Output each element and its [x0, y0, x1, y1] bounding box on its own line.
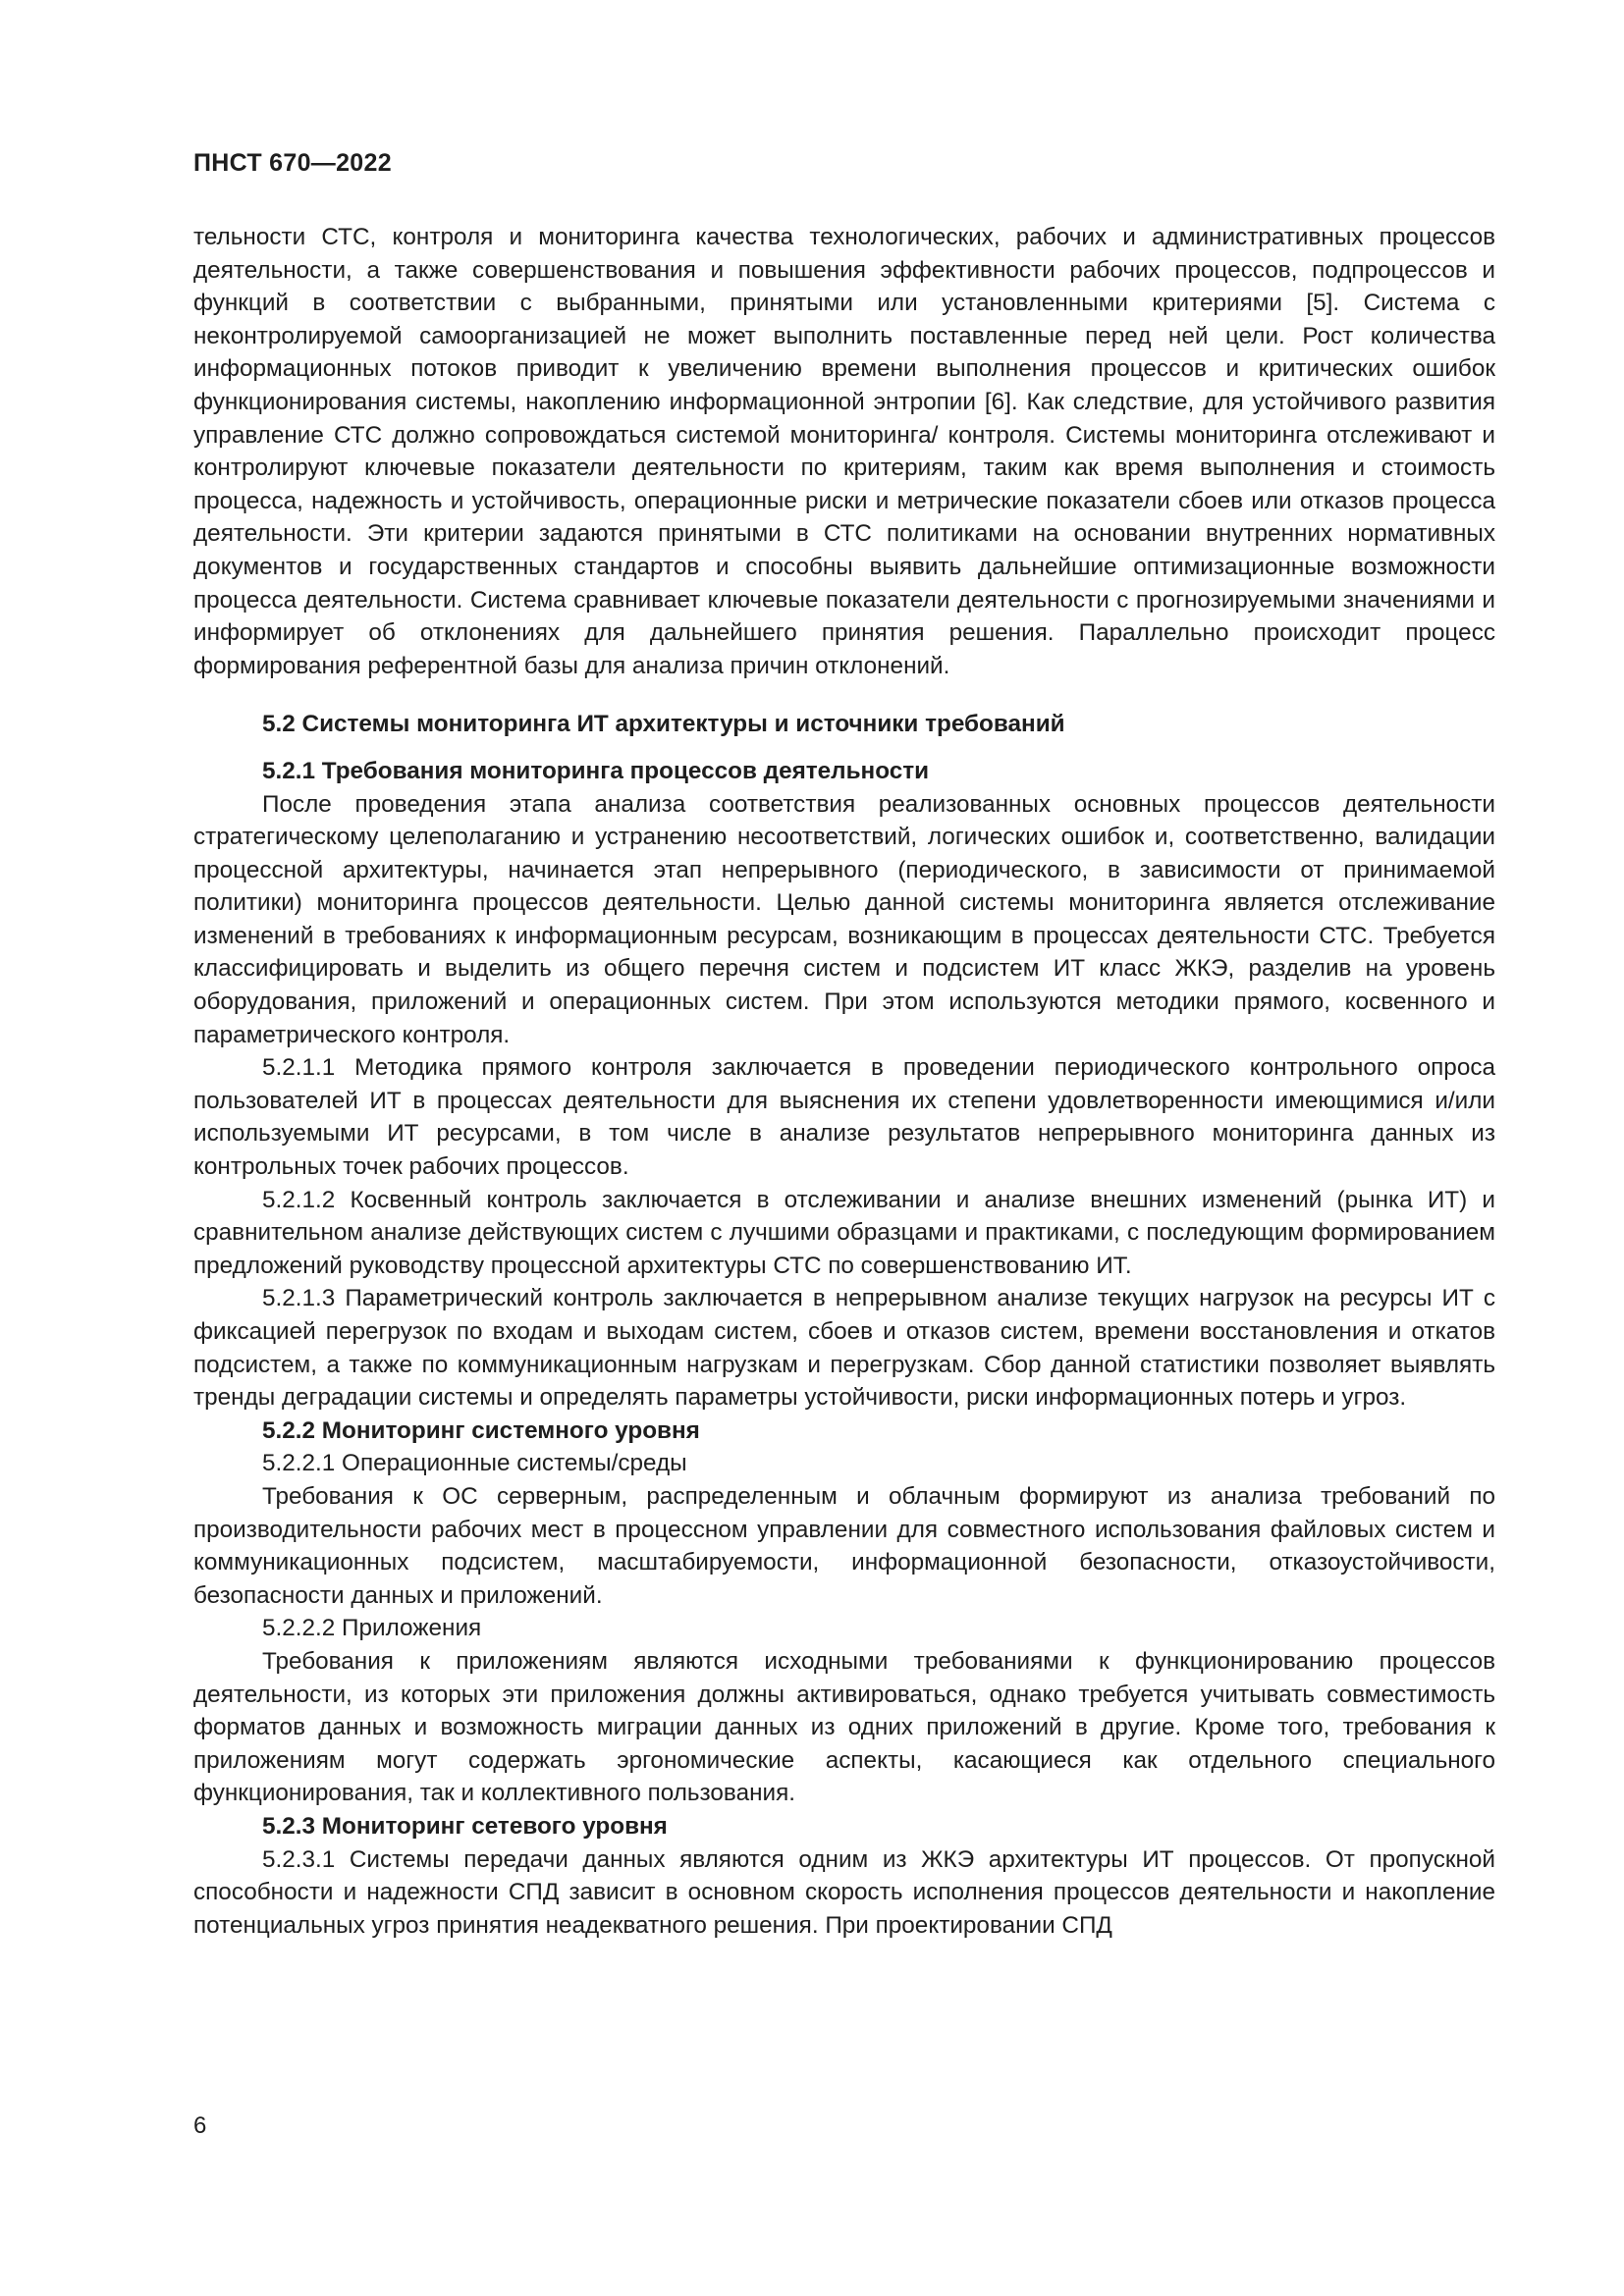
paragraph-5-2-2-2: Требования к приложениям являются исходными требованиями к функционированию процессов деятельности, из которых эти приложения должны активироваться, однако требуется учитывать совместимость форматов данных и возможность миграции данных из одних приложений в другие. Кроме того, требования к приложениям могут содержать эргономические аспекты, касающиеся как отдельного специального функционирования, так и коллективного пользования. — [193, 1647, 1495, 1807]
paragraph-5-2-1-2: 5.2.1.2 Косвенный контроль заключается в отслеживании и анализе внешних изменений (рынка ИТ) и сравнительном анализе действующих систем с лучшими образцами и практиками, с последующим формированием предложений руководству процессной архитектуры СТС по совершенствованию ИТ. — [193, 1186, 1495, 1279]
item-heading-5-2-2-1: 5.2.2.1 Операционные системы/среды — [262, 1450, 687, 1477]
subsection-heading-5-2-3: 5.2.3 Мониторинг сетевого уровня — [262, 1812, 668, 1840]
paragraph-5-2-1: После проведения этапа анализа соответствия реализованных основных процессов деятельности стратегическому целеполаганию и устранению несоответствий, логических ошибок и, соответственно, валидации процессной архитектуры, начинается этап непрерывного (периодического, в зависимости от принимаемой политики) мониторинга процессов деятельности. Целью данной системы мониторинга является отслеживание изменений в требованиях к информационным ресурсам, возникающим в процессах деятельности СТС. Требуется классифицировать и выделить из общего перечня систем и подсистем ИТ класс ЖКЭ, разделив на уровень оборудования, приложений и операционных систем. При этом используются методики прямого, косвенного и параметрического контроля. — [193, 790, 1495, 1048]
page-number: 6 — [193, 2112, 207, 2139]
paragraph-5-2-1-3: 5.2.1.3 Параметрический контроль заключается в непрерывном анализе текущих нагрузок на ресурсы ИТ с фиксацией перегрузок по входам и выходам систем, сбоев и отказов систем, времени восстановления и откатов подсистем, а также по коммуникационным нагрузкам и перегрузкам. Сбор данной статистики позволяет выявлять тренды деградации системы и определять параметры устойчивости, риски информационных потерь и угроз. — [193, 1285, 1495, 1412]
section-heading-5-2: 5.2 Системы мониторинга ИТ архитектуры и источники требований — [262, 711, 1065, 738]
item-heading-5-2-2-2: 5.2.2.2 Приложения — [262, 1615, 482, 1642]
document-header: ПНСТ 670—2022 — [193, 149, 392, 177]
subsection-heading-5-2-2: 5.2.2 Мониторинг системного уровня — [262, 1416, 700, 1444]
paragraph-5-2-2-1: Требования к ОС серверным, распределенным и облачным формируют из анализа требований по производительности рабочих мест в процессном управлении для совместного использования файловых систем и коммуникационных подсистем, масштабируемости, информационной безопасности, отказоустойчивости, безопасности данных и приложений. — [193, 1482, 1495, 1609]
document-body — [193, 221, 1495, 1942]
paragraph-5-2-1-1: 5.2.1.1 Методика прямого контроля заключается в проведении периодического контрольного опроса пользователей ИТ в процессах деятельности для выяснения их степени удовлетворенности имеющимися и/или используемыми ИТ ресурсами, в том числе в анализе результатов непрерывного мониторинга данных из контрольных точек рабочих процессов. — [193, 1054, 1495, 1181]
paragraph-intro: тельности СТС, контроля и мониторинга качества технологических, рабочих и административных процессов деятельности, а также совершенствования и повышения эффективности рабочих процессов, подпроцессов и функций в соответствии с выбранными, принятыми или установленными критериями [5]. Система с неконтролируемой самоорганизацией не может выполнить поставленные перед ней цели. Рост количества информационных потоков приводит к увеличению времени выполнения процессов и критических ошибок функционирования системы, накоплению информационной энтропии [6]. Как следствие, для устойчивого развития управление СТС должно сопровождаться системой мониторинга/ контроля. Системы мониторинга отслеживают и контролируют ключевые показатели деятельности по критериям, таким как время выполнения и стоимость процесса, надежность и устойчивость, операционные риски и метрические показатели сбоев или отказов процесса деятельности. Эти критерии задаются принятыми в СТС политиками на основании внутренних нормативных документов и государственных стандартов и способны выявить дальнейшие оптимизационные возможности процесса деятельности. Система сравнивает ключевые показатели деятельности с прогнозируемыми значениями и информирует об отклонениях для дальнейшего принятия решения. Параллельно происходит процесс формирования референтной базы для анализа причин отклонений. — [193, 224, 1495, 679]
subsection-heading-5-2-1: 5.2.1 Требования мониторинга процессов деятельности — [262, 757, 930, 784]
paragraph-5-2-3-1: 5.2.3.1 Системы передачи данных являются одним из ЖКЭ архитектуры ИТ процессов. От пропускной способности и надежности СПД зависит в основном скорость исполнения процессов деятельности и накопление потенциальных угроз принятия неадекватного решения. При проектировании СПД — [193, 1845, 1495, 1939]
